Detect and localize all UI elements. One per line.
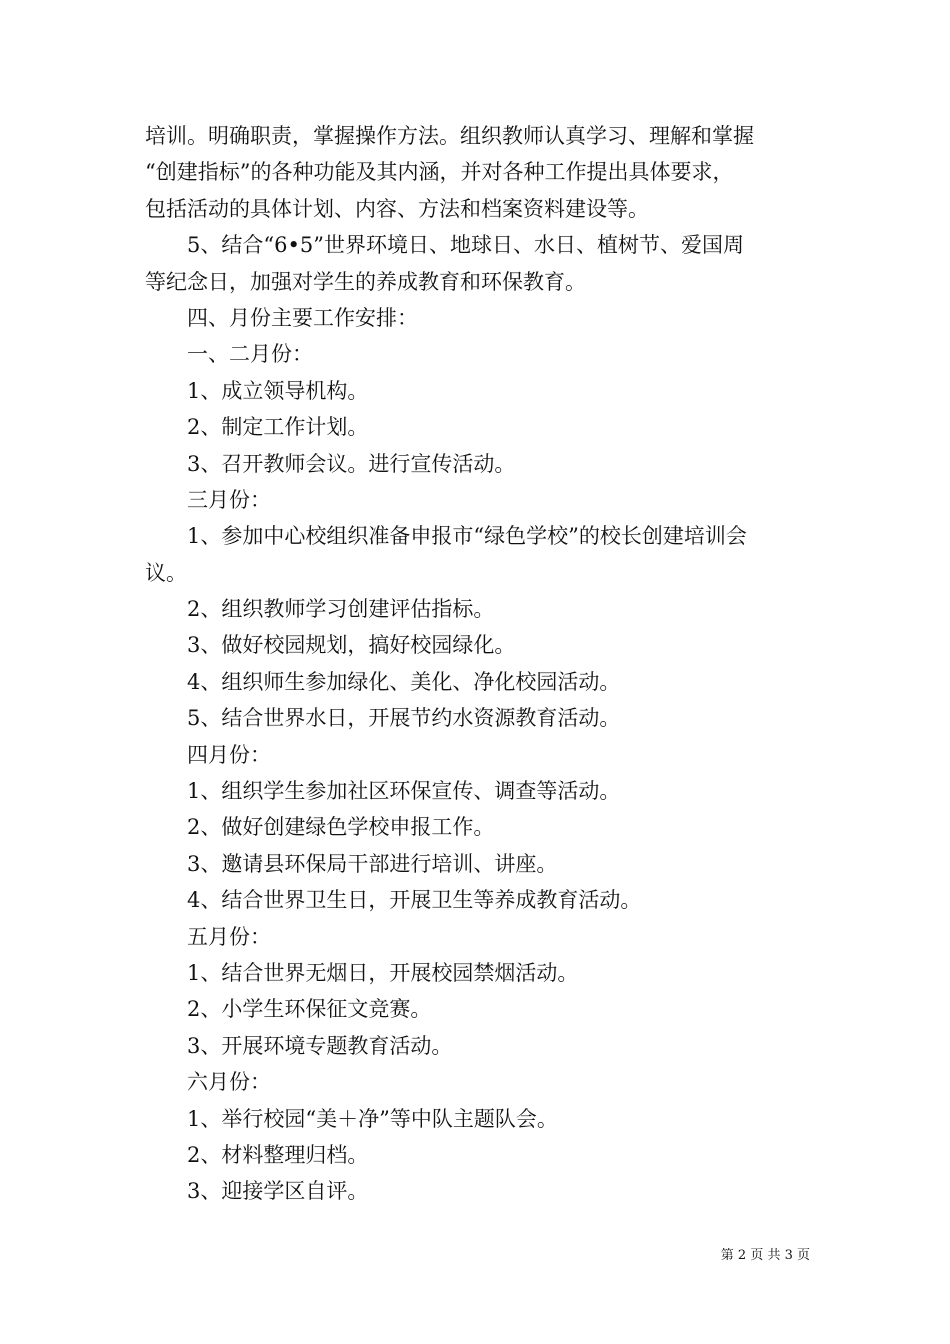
text-line: 3、开展环境专题教育活动。 bbox=[187, 1033, 453, 1058]
text-line: 1、参加中心校组织准备申报市“绿色学校”的校长创建培训会 bbox=[187, 524, 747, 549]
text-line: 包括活动的具体计划、内容、方法和档案资料建设等。 bbox=[145, 196, 649, 221]
text-line: 等纪念日，加强对学生的养成教育和环保教育。 bbox=[145, 269, 586, 294]
page-number-footer: 第 2 页 共 3 页 bbox=[720, 1248, 810, 1263]
text-line: 5、结合“6•5”世界环境日、地球日、水日、植树节、爱国周 bbox=[187, 233, 744, 258]
text-line: 四、月份主要工作安排： bbox=[187, 305, 418, 330]
text-line: 2、小学生环保征文竞赛。 bbox=[187, 997, 432, 1022]
text-line: 议。 bbox=[145, 560, 187, 585]
text-line: 培训。明确职责，掌握操作方法。组织教师认真学习、理解和掌握 bbox=[145, 124, 754, 148]
text-line: 1、成立领导机构。 bbox=[187, 378, 369, 403]
text-line: “创建指标”的各种功能及其内涵，并对各种工作提出具体要求， bbox=[145, 160, 734, 185]
text-line: 3、邀请县环保局干部进行培训、讲座。 bbox=[187, 851, 558, 876]
text-line: 1、举行校园“美＋净”等中队主题队会。 bbox=[187, 1106, 558, 1131]
text-line: 3、做好校园规划，搞好校园绿化。 bbox=[187, 633, 516, 658]
text-line: 2、制定工作计划。 bbox=[187, 415, 369, 440]
text-line: 三月份： bbox=[187, 487, 271, 512]
text-line: 2、组织教师学习创建评估指标。 bbox=[187, 597, 495, 622]
text-line: 一、二月份： bbox=[187, 342, 313, 367]
text-line: 4、组织师生参加绿化、美化、净化校园活动。 bbox=[187, 669, 621, 694]
text-line: 六月份： bbox=[187, 1070, 271, 1095]
text-line: 1、结合世界无烟日，开展校园禁烟活动。 bbox=[187, 960, 579, 985]
text-line: 五月份： bbox=[187, 924, 271, 949]
text-line: 2、材料整理归档。 bbox=[187, 1142, 369, 1167]
text-line: 3、迎接学区自评。 bbox=[187, 1179, 369, 1204]
text-line: 四月份： bbox=[187, 742, 271, 767]
document-body bbox=[145, 118, 810, 1210]
text-line: 4、结合世界卫生日，开展卫生等养成教育活动。 bbox=[187, 888, 642, 913]
text-line: 2、做好创建绿色学校申报工作。 bbox=[187, 815, 495, 840]
text-line: 5、结合世界水日，开展节约水资源教育活动。 bbox=[187, 706, 621, 731]
text-line: 3、召开教师会议。进行宣传活动。 bbox=[187, 451, 516, 476]
text-line: 1、组织学生参加社区环保宣传、调查等活动。 bbox=[187, 779, 621, 804]
